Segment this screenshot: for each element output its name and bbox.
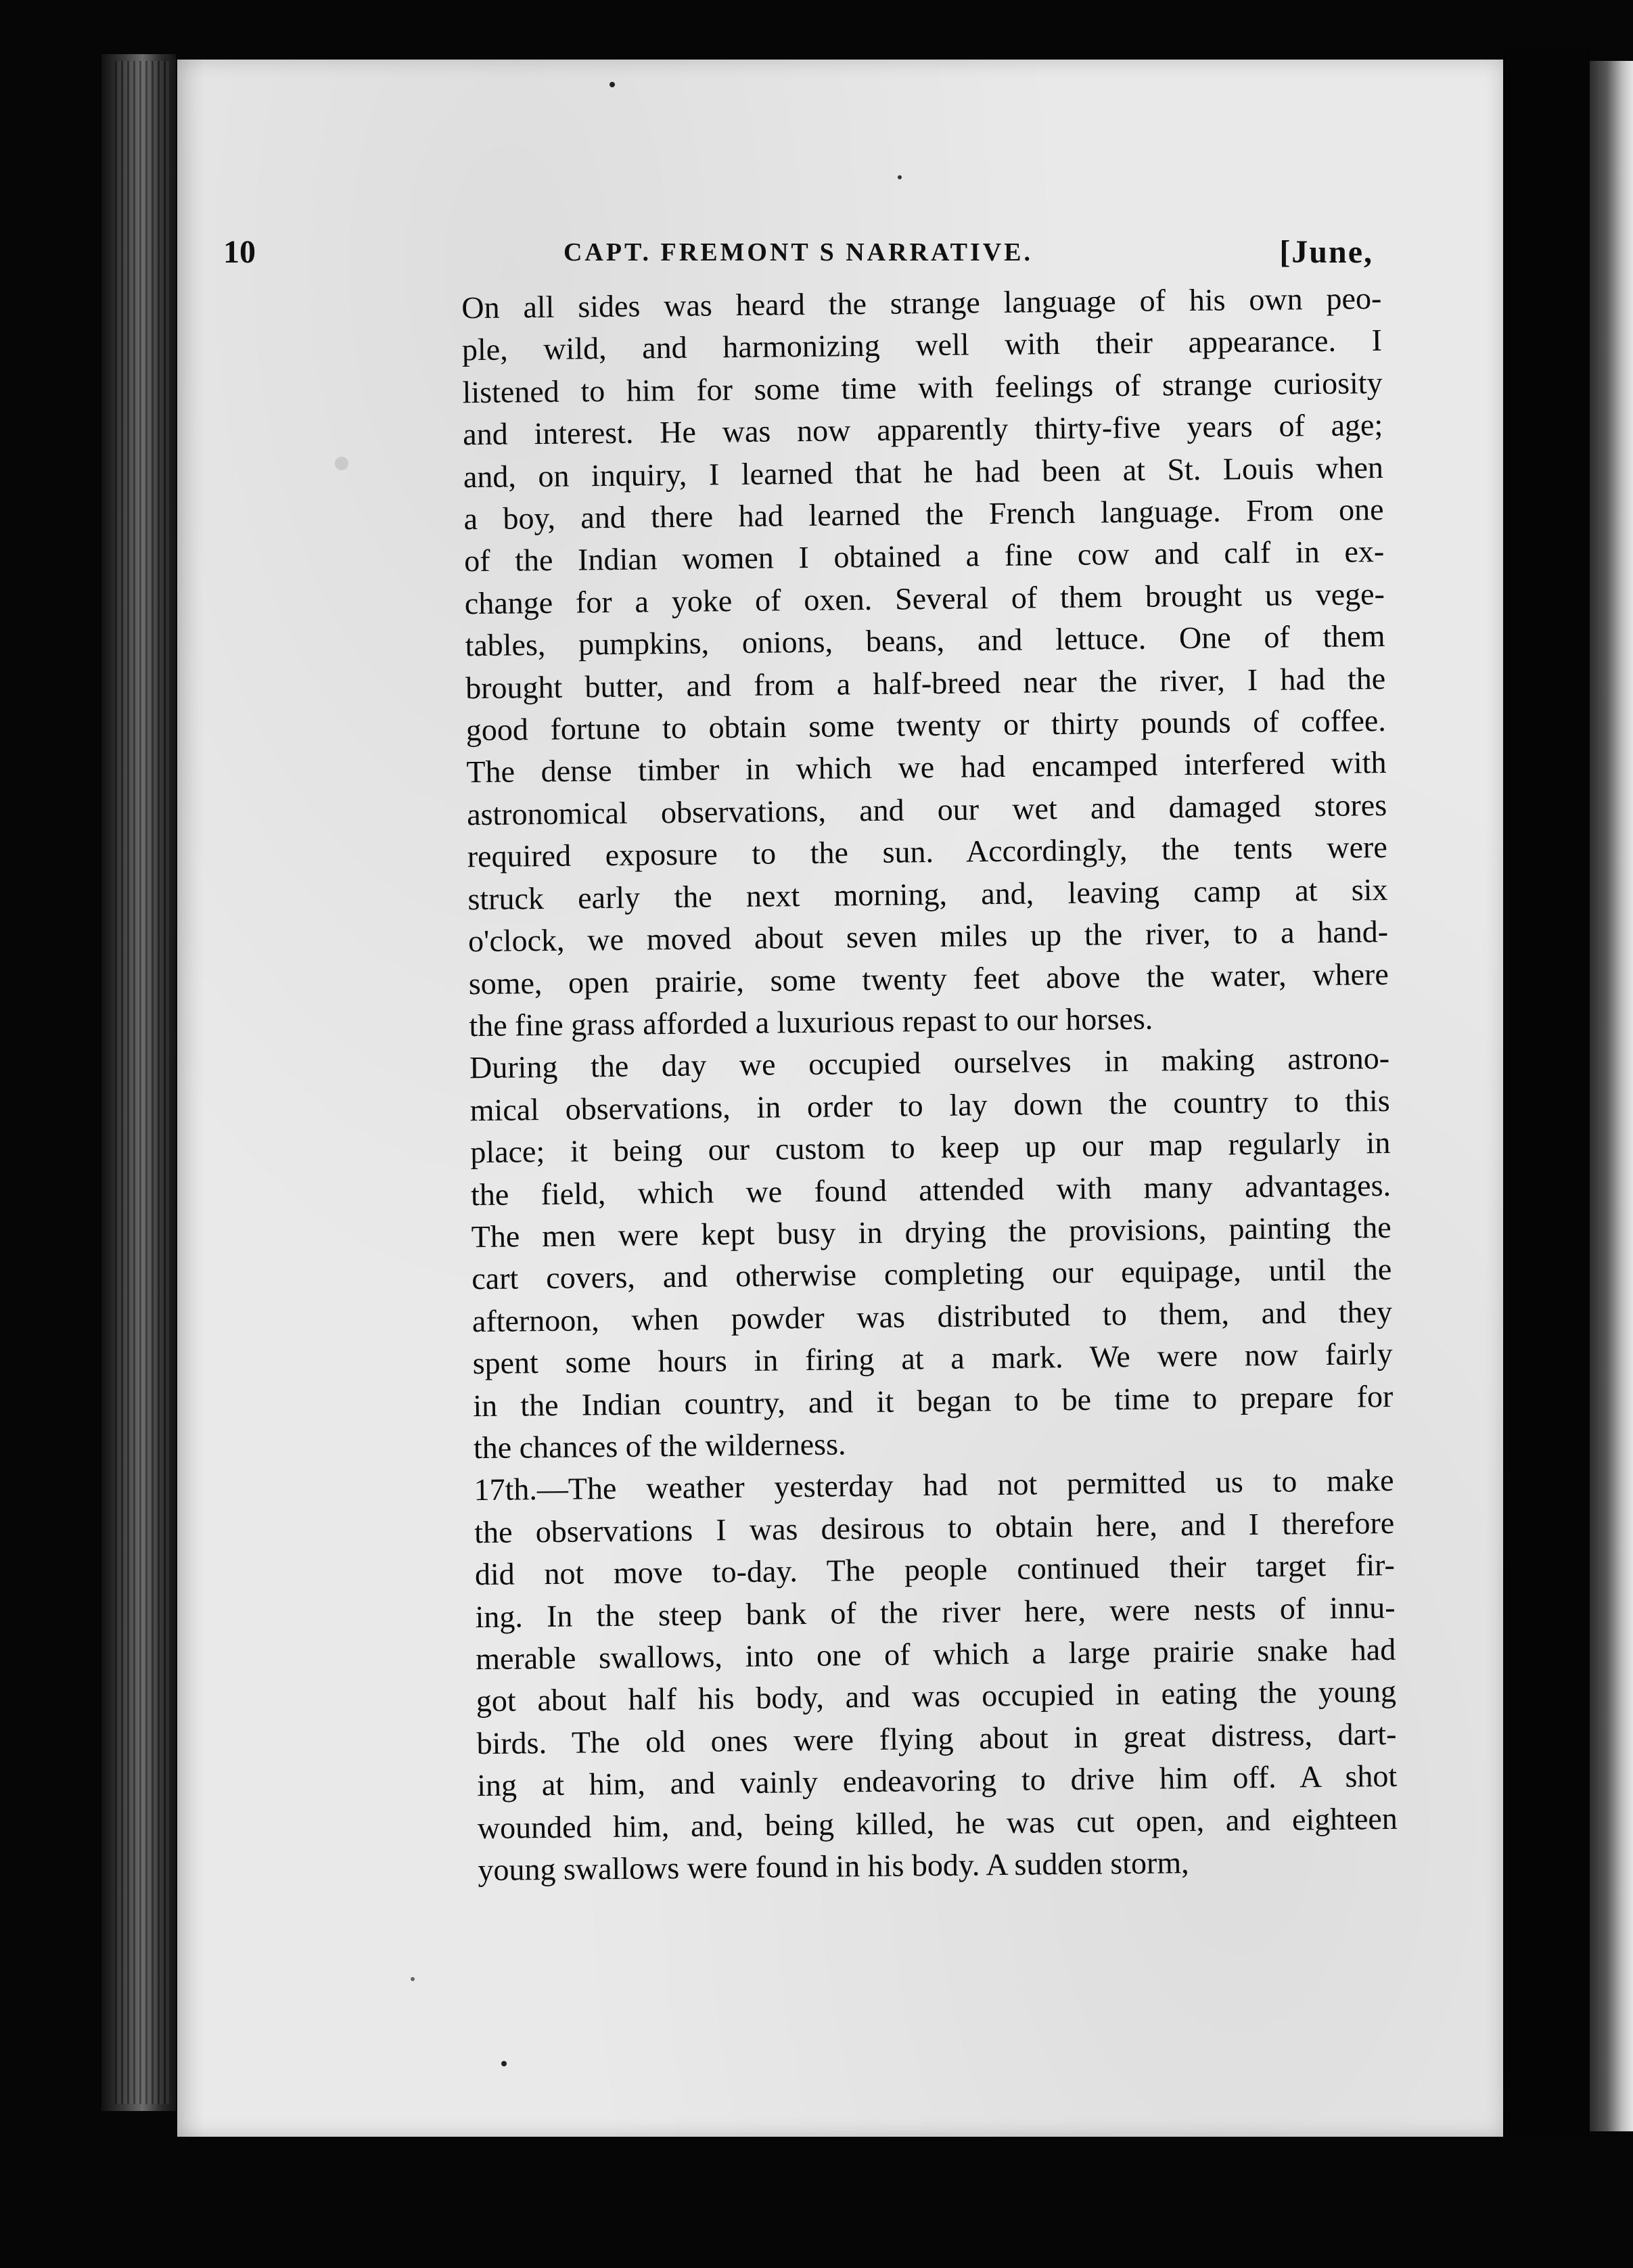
page-number: 10 (223, 234, 256, 270)
text-line: the chances of the wilderness. (473, 1426, 846, 1466)
text-line: struck early the next morning, and, leaving camp at six (467, 871, 1388, 916)
text-line: 17th.—The weather yesterday had not permitted us to make (474, 1463, 1394, 1507)
body-text (414, 277, 1398, 1892)
text-line: On all sides was heard the strange language of his own peo- (461, 281, 1382, 325)
text-line: place; it being our custom to keep up our map regularly in (470, 1125, 1391, 1170)
text-line: listened to him for some time with feelings of strange curiosity (462, 365, 1383, 410)
page-stack-edges (115, 61, 169, 2104)
text-line: ple, wild, and harmonizing well with their appearance. I (461, 323, 1383, 367)
text-line: birds. The old ones were flying about in great distress, dart- (476, 1716, 1397, 1761)
text-line: ing at him, and vainly endeavoring to drive him off. A shot (476, 1759, 1398, 1803)
paragraph-2 (422, 1037, 1394, 1470)
text-line: and interest. He was now apparently thirty-five years of age; (463, 407, 1383, 452)
text-line: tables, pumpkins, onions, beans, and lettuce. One of them (465, 618, 1385, 663)
text-line: the field, which we found attended with many advantages. (470, 1167, 1392, 1212)
text-line: o'clock, we moved about seven miles up the river, to a hand- (467, 914, 1389, 959)
text-line: some, open prairie, some twenty feet above the water, where (468, 956, 1389, 1001)
page-gap (1503, 47, 1590, 2138)
running-title: CAPT. FREMONT S NARRATIVE. (563, 238, 1034, 267)
text-line: good fortune to obtain some twenty or thirty pounds of coffee. (465, 703, 1387, 748)
page-header (223, 233, 1373, 274)
text-line: of the Indian women I obtained a fine cow and calf in ex- (463, 534, 1385, 579)
text-line: a boy, and there had learned the French language. From one (463, 492, 1384, 537)
text-line: astronomical observations, and our wet and damaged stores (466, 787, 1387, 832)
text-line: mical observations, in order to lay down the country to this (469, 1083, 1390, 1127)
paragraph-3 (426, 1459, 1398, 1892)
text-line: afternoon, when powder was distributed to them, and they (472, 1294, 1393, 1338)
text-line: cart covers, and otherwise completing our equipage, until the (472, 1252, 1392, 1296)
text-line: the fine grass afforded a luxurious repast to our horses. (469, 1001, 1153, 1043)
text-line: ing. In the steep bank of the river here, were nests of innu- (475, 1589, 1396, 1634)
text-line: required exposure to the sun. Accordingly, the tents were (467, 830, 1388, 874)
text-line: brought butter, and from a half-breed near the river, I had the (465, 660, 1386, 705)
text-line: merable swallows, into one of which a large prairie snake had (475, 1631, 1396, 1677)
text-line: The men were kept busy in drying the provisions, painting the (471, 1209, 1392, 1254)
text-line: the observations I was desirous to obtain here, and I therefore (474, 1505, 1395, 1549)
header-month: [June, (1279, 234, 1373, 270)
text-line: change for a yoke of oxen. Several of them brought us vege- (464, 576, 1385, 621)
text-line: and, on inquiry, I learned that he had been at St. Louis when (463, 449, 1384, 494)
adjacent-page-edge (1590, 61, 1633, 2131)
text-line: spent some hours in firing at a mark. We were now fairly (472, 1336, 1393, 1381)
text-line: in the Indian country, and it began to be time to prepare for (473, 1378, 1394, 1423)
text-line: got about half his body, and was occupied in eating the young (476, 1674, 1397, 1719)
text-line: wounded him, and, being killed, he was cut open, and eighteen (477, 1800, 1398, 1845)
text-line: The dense timber in which we had encamped interfered with (466, 745, 1387, 790)
text-line: did not move to-day. The people continued their target fir- (474, 1547, 1396, 1592)
text-line: young swallows were found in his body. A sudden storm, (478, 1845, 1189, 1888)
paragraph-1 (414, 277, 1389, 1047)
text-line: During the day we occupied ourselves in making astrono- (469, 1041, 1390, 1085)
